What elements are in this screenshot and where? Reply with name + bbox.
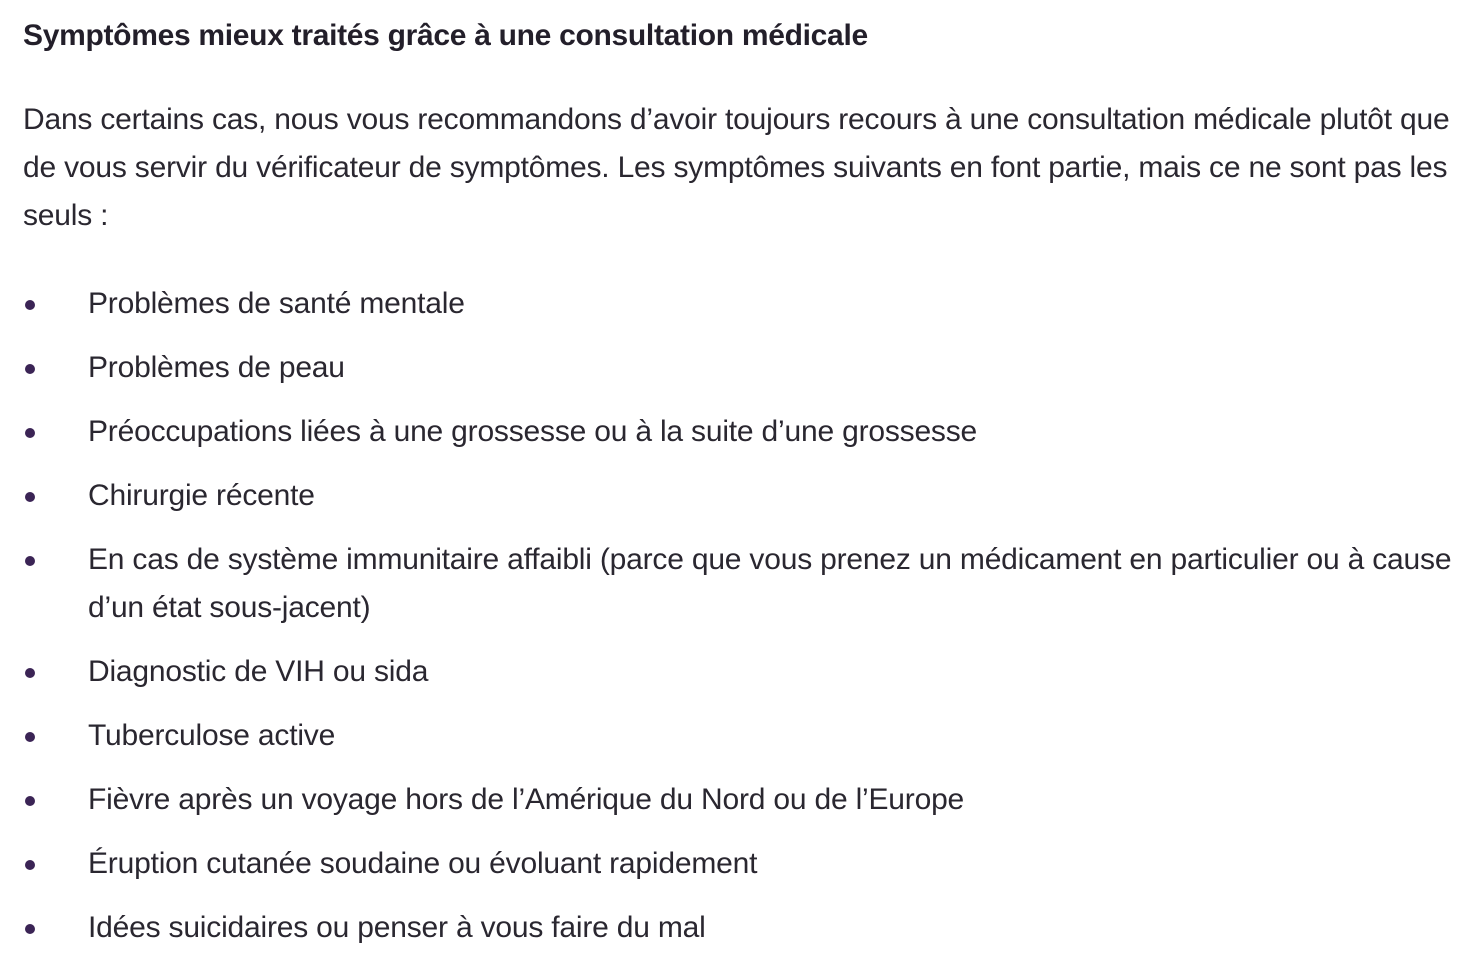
list-item xyxy=(23,408,1453,456)
dot-bullet-icon xyxy=(25,860,35,870)
dot-bullet-icon xyxy=(25,364,35,374)
symptom-list xyxy=(23,280,1453,952)
symptom-checker-section xyxy=(23,14,1453,952)
list-item xyxy=(23,840,1453,888)
list-item xyxy=(23,648,1453,696)
list-item-text: Chirurgie récente xyxy=(88,479,315,512)
list-item-text: Diagnostic de VIH ou sida xyxy=(88,655,429,688)
dot-bullet-icon xyxy=(25,556,35,566)
list-item xyxy=(23,536,1453,632)
list-item xyxy=(23,904,1453,952)
list-item-text: Tuberculose active xyxy=(88,719,336,752)
list-item xyxy=(23,712,1453,760)
intro-paragraph: Dans certains cas, nous vous recommandons d’avoir toujours recours à une consultation médicale plutôt que de vous servir du vérificateur de symptômes. Les symptômes suivants en font partie, mais ce ne sont pas les seuls : xyxy=(23,103,1450,232)
dot-bullet-icon xyxy=(25,796,35,806)
dot-bullet-icon xyxy=(25,668,35,678)
dot-bullet-icon xyxy=(25,428,35,438)
list-item xyxy=(23,344,1453,392)
list-item xyxy=(23,280,1453,328)
list-item-text: Idées suicidaires ou penser à vous faire du mal xyxy=(88,911,706,944)
list-item-text: Fièvre après un voyage hors de l’Amérique du Nord ou de l’Europe xyxy=(88,783,965,816)
section-title: Symptômes mieux traités grâce à une consultation médicale xyxy=(23,19,868,52)
dot-bullet-icon xyxy=(25,924,35,934)
dot-bullet-icon xyxy=(25,300,35,310)
list-item-text: Problèmes de peau xyxy=(88,351,345,384)
list-item-text: Éruption cutanée soudaine ou évoluant rapidement xyxy=(88,847,758,880)
dot-bullet-icon xyxy=(25,732,35,742)
list-item-text: En cas de système immunitaire affaibli (parce que vous prenez un médicament en particulier ou à cause d’un état sous-jacent) xyxy=(88,543,1452,624)
list-item xyxy=(23,472,1453,520)
list-item-text: Problèmes de santé mentale xyxy=(88,287,465,320)
dot-bullet-icon xyxy=(25,492,35,502)
list-item-text: Préoccupations liées à une grossesse ou à la suite d’une grossesse xyxy=(88,415,978,448)
list-item xyxy=(23,776,1453,824)
